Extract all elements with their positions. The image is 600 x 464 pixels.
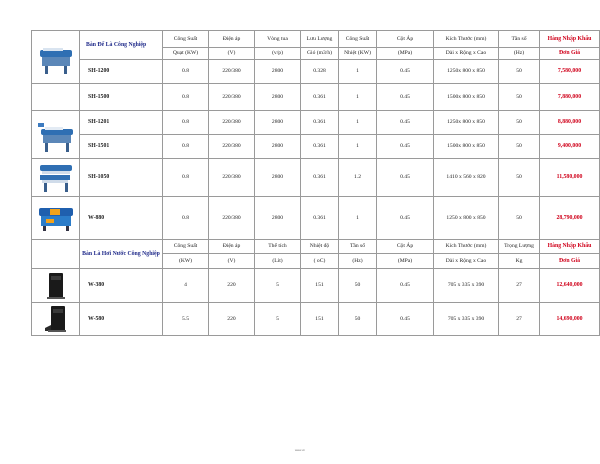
model-code: W-380 bbox=[80, 269, 163, 303]
table-row bbox=[32, 111, 600, 135]
spec-cell: 1250x 800 x 850 bbox=[434, 111, 499, 135]
section1-title: Bàn Để Là Công Nghiệp bbox=[80, 31, 163, 60]
spec-cell: 220/380 bbox=[209, 60, 255, 84]
spec-cell: 220/380 bbox=[209, 197, 255, 240]
table-row bbox=[32, 269, 600, 303]
price-cell: 14,690,000 bbox=[540, 303, 600, 336]
spec-cell: 27 bbox=[499, 303, 540, 336]
spec-cell: 4 bbox=[163, 269, 209, 303]
spec-cell: 0.45 bbox=[377, 60, 434, 84]
price-cell: 7,880,000 bbox=[540, 84, 600, 111]
header-cell: Công Suất bbox=[163, 31, 209, 48]
spec-cell: 2800 bbox=[255, 197, 301, 240]
header-import-label: Hàng Nhập Khẩu bbox=[540, 240, 600, 254]
table-row bbox=[32, 197, 600, 240]
spec-cell: 50 bbox=[499, 60, 540, 84]
unit-cell: Dài x Rộng x Cao bbox=[434, 254, 499, 269]
table-row bbox=[32, 135, 600, 159]
unit-cell: (Lít) bbox=[255, 254, 301, 269]
spec-cell: 1 bbox=[339, 197, 377, 240]
spec-cell: 220/380 bbox=[209, 111, 255, 135]
product-image-steam-iron-2 bbox=[32, 303, 80, 336]
price-cell: 28,790,000 bbox=[540, 197, 600, 240]
header-cell: Kích Thước (mm) bbox=[434, 240, 499, 254]
price-table bbox=[31, 30, 600, 336]
spec-cell: 0.8 bbox=[163, 197, 209, 240]
header-cell: Thể tích bbox=[255, 240, 301, 254]
spec-cell: 50 bbox=[499, 84, 540, 111]
unit-cell: (KW) bbox=[163, 254, 209, 269]
spec-cell: 50 bbox=[339, 269, 377, 303]
header-cell: Nhiệt độ bbox=[301, 240, 339, 254]
spec-cell: 220/380 bbox=[209, 84, 255, 111]
header-cell: Điện áp bbox=[209, 31, 255, 48]
unit-cell: (Hz) bbox=[499, 48, 540, 60]
spec-cell: 0.328 bbox=[301, 60, 339, 84]
header-cell: Trọng Lượng bbox=[499, 240, 540, 254]
spec-cell: 1500x 800 x 850 bbox=[434, 84, 499, 111]
model-code: SH-1201 bbox=[80, 111, 163, 135]
unit-price-label: Đơn Giá bbox=[540, 48, 600, 60]
spec-cell: 1 bbox=[339, 135, 377, 159]
product-image-ironing-table-2 bbox=[32, 111, 80, 159]
model-code: W-580 bbox=[80, 303, 163, 336]
product-image-empty bbox=[32, 84, 80, 111]
spec-cell: 0.45 bbox=[377, 159, 434, 197]
spec-cell: 1.2 bbox=[339, 159, 377, 197]
spec-cell: 5.5 bbox=[163, 303, 209, 336]
spec-cell: 0.45 bbox=[377, 269, 434, 303]
product-image-steam-iron-1 bbox=[32, 269, 80, 303]
spec-cell: 50 bbox=[499, 135, 540, 159]
unit-cell: Kg bbox=[499, 254, 540, 269]
product-image-ironing-table-4 bbox=[32, 197, 80, 240]
header-import-label: Hàng Nhập Khẩu bbox=[540, 31, 600, 48]
product-image-ironing-table-1 bbox=[32, 31, 80, 84]
header-cell: Cột Áp bbox=[377, 31, 434, 48]
spec-cell: 50 bbox=[499, 197, 540, 240]
header-cell: Công Suất bbox=[339, 31, 377, 48]
spec-cell: 5 bbox=[255, 303, 301, 336]
spec-cell: 0.361 bbox=[301, 159, 339, 197]
section2-header-row bbox=[32, 240, 600, 254]
spec-cell: 27 bbox=[499, 269, 540, 303]
spec-cell: 1 bbox=[339, 60, 377, 84]
spec-cell: 220/380 bbox=[209, 135, 255, 159]
spec-cell: 5 bbox=[255, 269, 301, 303]
model-code: SH-1500 bbox=[80, 84, 163, 111]
ironing-table-icon bbox=[36, 37, 76, 77]
header-cell: Tần số bbox=[499, 31, 540, 48]
spec-cell: 0.45 bbox=[377, 111, 434, 135]
spec-cell: 2800 bbox=[255, 60, 301, 84]
spec-cell: 50 bbox=[499, 159, 540, 197]
header-cell: Vòng tua bbox=[255, 31, 301, 48]
price-cell: 8,880,000 bbox=[540, 111, 600, 135]
unit-cell: Nhiệt (KW) bbox=[339, 48, 377, 60]
header-cell: Tần số bbox=[339, 240, 377, 254]
spec-cell: 151 bbox=[301, 303, 339, 336]
spec-cell: 0.8 bbox=[163, 84, 209, 111]
section2-title: Bàn Là Hơi Nước Công Nghiệp bbox=[80, 240, 163, 269]
spec-cell: 1250 x 800 x 850 bbox=[434, 197, 499, 240]
spec-cell: 0.45 bbox=[377, 197, 434, 240]
table-row bbox=[32, 303, 600, 336]
steam-boiler-icon bbox=[43, 304, 69, 334]
spec-cell: 0.8 bbox=[163, 60, 209, 84]
unit-cell: Dài x Rộng x Cao bbox=[434, 48, 499, 60]
unit-cell: Quạt (KW) bbox=[163, 48, 209, 60]
model-code: SH-1200 bbox=[80, 60, 163, 84]
spec-cell: 220/380 bbox=[209, 159, 255, 197]
table-row bbox=[32, 84, 600, 111]
page-footer: www.vn bbox=[294, 448, 306, 452]
spec-cell: 0.45 bbox=[377, 135, 434, 159]
price-cell: 11,580,000 bbox=[540, 159, 600, 197]
spec-cell: 2800 bbox=[255, 135, 301, 159]
spec-cell: 1410 x 560 x 820 bbox=[434, 159, 499, 197]
steam-boiler-icon bbox=[44, 271, 68, 301]
spec-cell: 1 bbox=[339, 111, 377, 135]
spec-cell: 2800 bbox=[255, 159, 301, 197]
table-row bbox=[32, 60, 600, 84]
table-row bbox=[32, 159, 600, 197]
spec-cell: 50 bbox=[499, 111, 540, 135]
header-cell: Lưu Lượng bbox=[301, 31, 339, 48]
unit-cell: ( oC) bbox=[301, 254, 339, 269]
spec-cell: 705 x 335 x 390 bbox=[434, 269, 499, 303]
spec-cell: 0.8 bbox=[163, 135, 209, 159]
spec-cell: 2800 bbox=[255, 111, 301, 135]
spec-cell: 0.361 bbox=[301, 135, 339, 159]
header-cell: Cột Áp bbox=[377, 240, 434, 254]
ironing-table-icon bbox=[36, 162, 76, 194]
spec-cell: 0.8 bbox=[163, 111, 209, 135]
header-cell: Kích Thước (mm) bbox=[434, 31, 499, 48]
price-cell: 7,580,000 bbox=[540, 60, 600, 84]
ironing-table-icon bbox=[36, 204, 76, 232]
spec-cell: 220 bbox=[209, 303, 255, 336]
unit-cell: (MPa) bbox=[377, 254, 434, 269]
spec-cell: 151 bbox=[301, 269, 339, 303]
price-cell: 9,400,000 bbox=[540, 135, 600, 159]
spec-cell: 2800 bbox=[255, 84, 301, 111]
spec-cell: 1500x 800 x 850 bbox=[434, 135, 499, 159]
spec-cell: 0.361 bbox=[301, 84, 339, 111]
ironing-table-icon bbox=[35, 115, 77, 155]
section1-header-row bbox=[32, 31, 600, 48]
spec-cell: 0.361 bbox=[301, 197, 339, 240]
unit-cell: (MPa) bbox=[377, 48, 434, 60]
spec-cell: 50 bbox=[339, 303, 377, 336]
product-image-empty bbox=[32, 240, 80, 269]
spec-cell: 0.361 bbox=[301, 111, 339, 135]
header-cell: Công Suất bbox=[163, 240, 209, 254]
spec-cell: 220 bbox=[209, 269, 255, 303]
spec-cell: 1250x 800 x 850 bbox=[434, 60, 499, 84]
unit-price-label: Đơn Giá bbox=[540, 254, 600, 269]
spec-cell: 0.8 bbox=[163, 159, 209, 197]
price-cell: 12,640,000 bbox=[540, 269, 600, 303]
spec-cell: 0.45 bbox=[377, 303, 434, 336]
model-code: W-880 bbox=[80, 197, 163, 240]
header-cell: Điện áp bbox=[209, 240, 255, 254]
unit-cell: (V) bbox=[209, 48, 255, 60]
unit-cell: (Hz) bbox=[339, 254, 377, 269]
model-code: SH-1050 bbox=[80, 159, 163, 197]
unit-cell: (v/p) bbox=[255, 48, 301, 60]
model-code: SH-1501 bbox=[80, 135, 163, 159]
spec-cell: 0.45 bbox=[377, 84, 434, 111]
spec-cell: 1 bbox=[339, 84, 377, 111]
unit-cell: (V) bbox=[209, 254, 255, 269]
product-image-ironing-table-3 bbox=[32, 159, 80, 197]
unit-cell: Gió (m3/h) bbox=[301, 48, 339, 60]
spec-cell: 705 x 335 x 390 bbox=[434, 303, 499, 336]
